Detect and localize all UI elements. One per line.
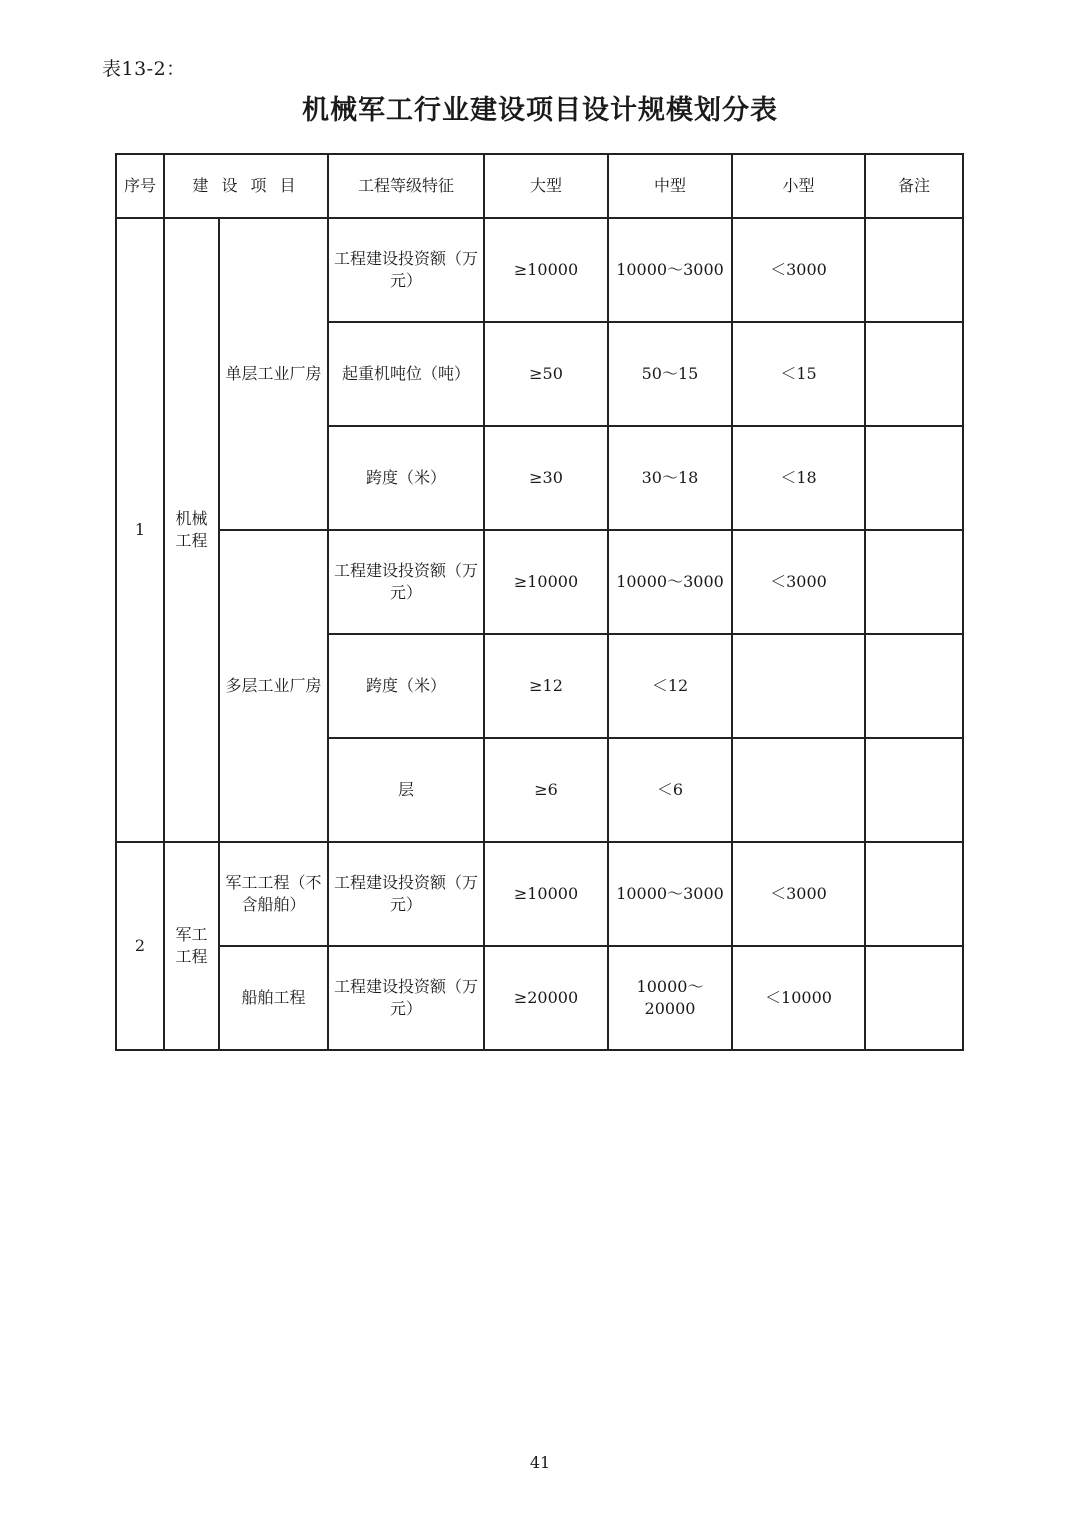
remark-cell [865, 426, 963, 530]
feature-cell: 工程建设投资额（万元） [328, 218, 484, 322]
large-cell: ≥50 [484, 322, 608, 426]
category-cell: 机械工程 [164, 218, 219, 842]
table-label: 表13-2： [102, 58, 186, 80]
remark-cell [865, 530, 963, 634]
remark-cell [865, 738, 963, 842]
small-cell [732, 634, 865, 738]
medium-cell: 10000～3000 [608, 218, 732, 322]
feature-cell: 工程建设投资额（万元） [328, 946, 484, 1050]
remark-cell [865, 634, 963, 738]
remark-cell [865, 946, 963, 1050]
medium-cell: 50～15 [608, 322, 732, 426]
medium-cell: ＜12 [608, 634, 732, 738]
feature-cell: 工程建设投资额（万元） [328, 842, 484, 946]
design-scale-table [115, 153, 964, 1051]
remark-cell [865, 218, 963, 322]
small-cell: ＜3000 [732, 842, 865, 946]
large-cell: ≥12 [484, 634, 608, 738]
category-cell: 军工工程 [164, 842, 219, 1050]
header-project: 建 设 项 目 [164, 154, 328, 218]
small-cell: ＜15 [732, 322, 865, 426]
medium-cell: 30～18 [608, 426, 732, 530]
small-cell: ＜3000 [732, 530, 865, 634]
document-title: 机械军工行业建设项目设计规模划分表 [302, 95, 778, 126]
table-row [116, 530, 963, 634]
feature-cell: 起重机吨位（吨） [328, 322, 484, 426]
medium-cell: 10000～3000 [608, 530, 732, 634]
feature-cell: 层 [328, 738, 484, 842]
feature-cell: 工程建设投资额（万元） [328, 530, 484, 634]
small-cell: ＜10000 [732, 946, 865, 1050]
seq-cell: 2 [116, 842, 164, 1050]
table-row [116, 842, 963, 946]
header-remark: 备注 [865, 154, 963, 218]
table-row [116, 218, 963, 322]
header-large: 大型 [484, 154, 608, 218]
page-number: 41 [529, 1453, 551, 1472]
large-cell: ≥10000 [484, 530, 608, 634]
small-cell [732, 738, 865, 842]
feature-cell: 跨度（米） [328, 634, 484, 738]
subcategory-cell: 军工工程（不含船舶） [219, 842, 328, 946]
large-cell: ≥10000 [484, 218, 608, 322]
large-cell: ≥6 [484, 738, 608, 842]
header-medium: 中型 [608, 154, 732, 218]
feature-cell: 跨度（米） [328, 426, 484, 530]
header-feature: 工程等级特征 [328, 154, 484, 218]
subcategory-cell: 单层工业厂房 [219, 218, 328, 530]
small-cell: ＜3000 [732, 218, 865, 322]
large-cell: ≥10000 [484, 842, 608, 946]
header-row [116, 154, 963, 218]
header-small: 小型 [732, 154, 865, 218]
remark-cell [865, 842, 963, 946]
header-seq: 序号 [116, 154, 164, 218]
large-cell: ≥20000 [484, 946, 608, 1050]
remark-cell [865, 322, 963, 426]
table-row [116, 946, 963, 1050]
medium-cell: 10000～20000 [608, 946, 732, 1050]
subcategory-cell: 船舶工程 [219, 946, 328, 1050]
seq-cell: 1 [116, 218, 164, 842]
medium-cell: ＜6 [608, 738, 732, 842]
medium-cell: 10000～3000 [608, 842, 732, 946]
subcategory-cell: 多层工业厂房 [219, 530, 328, 842]
small-cell: ＜18 [732, 426, 865, 530]
large-cell: ≥30 [484, 426, 608, 530]
